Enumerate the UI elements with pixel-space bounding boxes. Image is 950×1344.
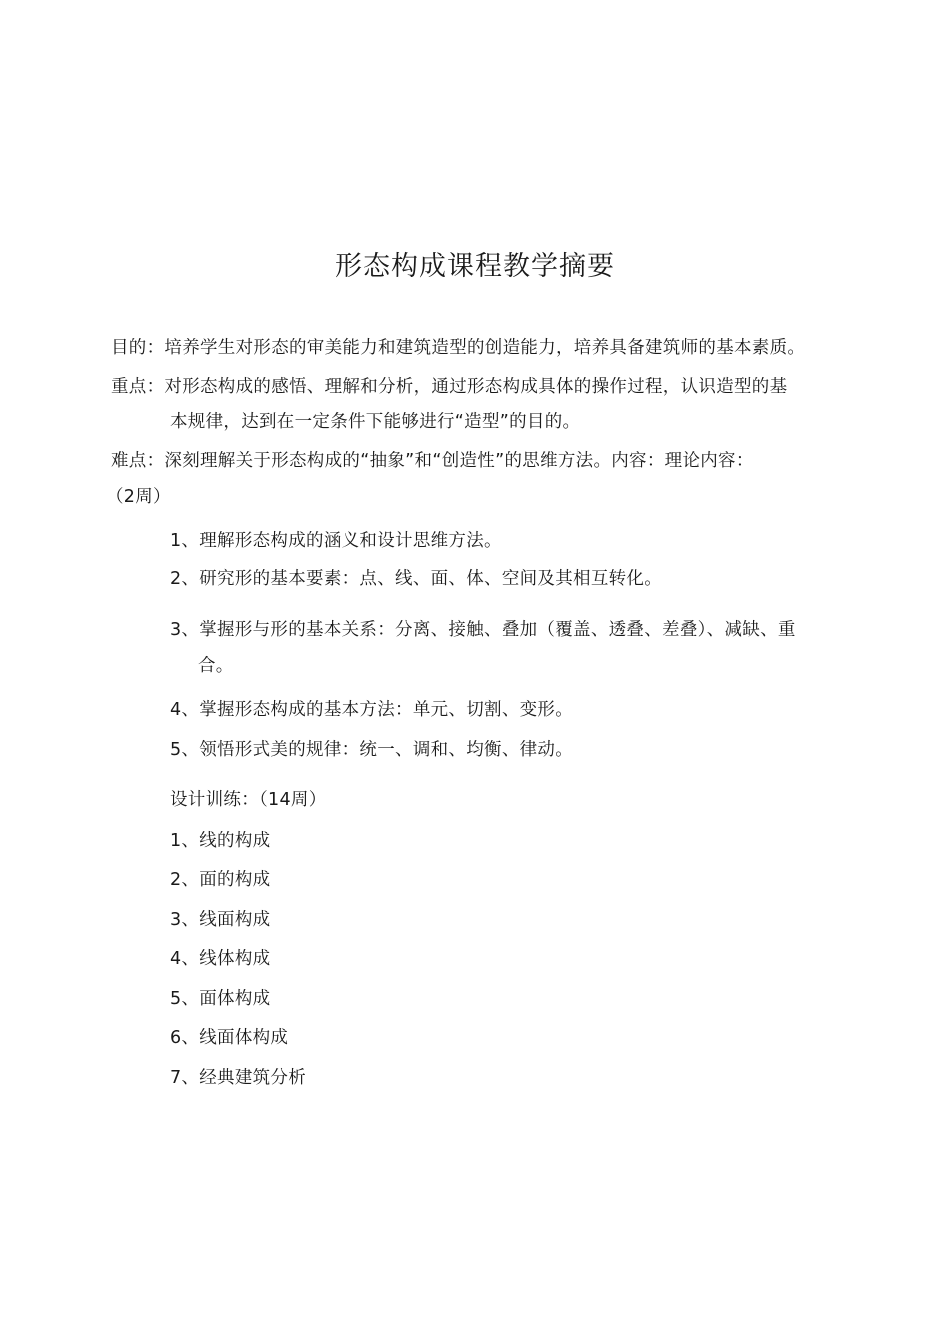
document-title: 形态构成课程教学摘要 <box>335 251 615 282</box>
design-training-item: 7、经典建筑分析 <box>170 1068 307 1088</box>
key-point-line-1: 重点：对形态构成的感悟、理解和分析，通过形态构成具体的操作过程，认识造型的基 <box>111 377 788 397</box>
difficulty-line-1: 难点：深刻理解关于形态构成的“抽象”和“创造性”的思维方法。内容：理论内容： <box>111 451 754 471</box>
theory-item: 4、掌握形态构成的基本方法：单元、切割、变形。 <box>170 700 574 720</box>
theory-item: 5、领悟形式美的规律：统一、调和、均衡、律动。 <box>170 740 574 760</box>
goal-paragraph: 目的：培养学生对形态的审美能力和建筑造型的创造能力，培养具备建筑师的基本素质。 <box>111 338 806 358</box>
design-training-item: 2、面的构成 <box>170 870 271 890</box>
design-training-item: 4、线体构成 <box>170 949 271 969</box>
theory-item-continuation: 合。 <box>198 656 234 676</box>
theory-item: 2、研究形的基本要素：点、线、面、体、空间及其相互转化。 <box>170 569 663 589</box>
key-point-line-2: 本规律，达到在一定条件下能够进行“造型”的目的。 <box>170 412 581 432</box>
design-training-item: 3、线面构成 <box>170 910 271 930</box>
design-training-item: 5、面体构成 <box>170 989 271 1009</box>
theory-item: 1、理解形态构成的涵义和设计思维方法。 <box>170 531 502 551</box>
design-training-heading: 设计训练：（14周） <box>170 790 327 810</box>
design-training-item: 1、线的构成 <box>170 831 271 851</box>
theory-item: 3、掌握形与形的基本关系：分离、接触、叠加（覆盖、透叠、差叠）、减缺、重 <box>170 620 796 640</box>
difficulty-line-2: （2周） <box>106 487 171 507</box>
design-training-item: 6、线面体构成 <box>170 1028 289 1048</box>
